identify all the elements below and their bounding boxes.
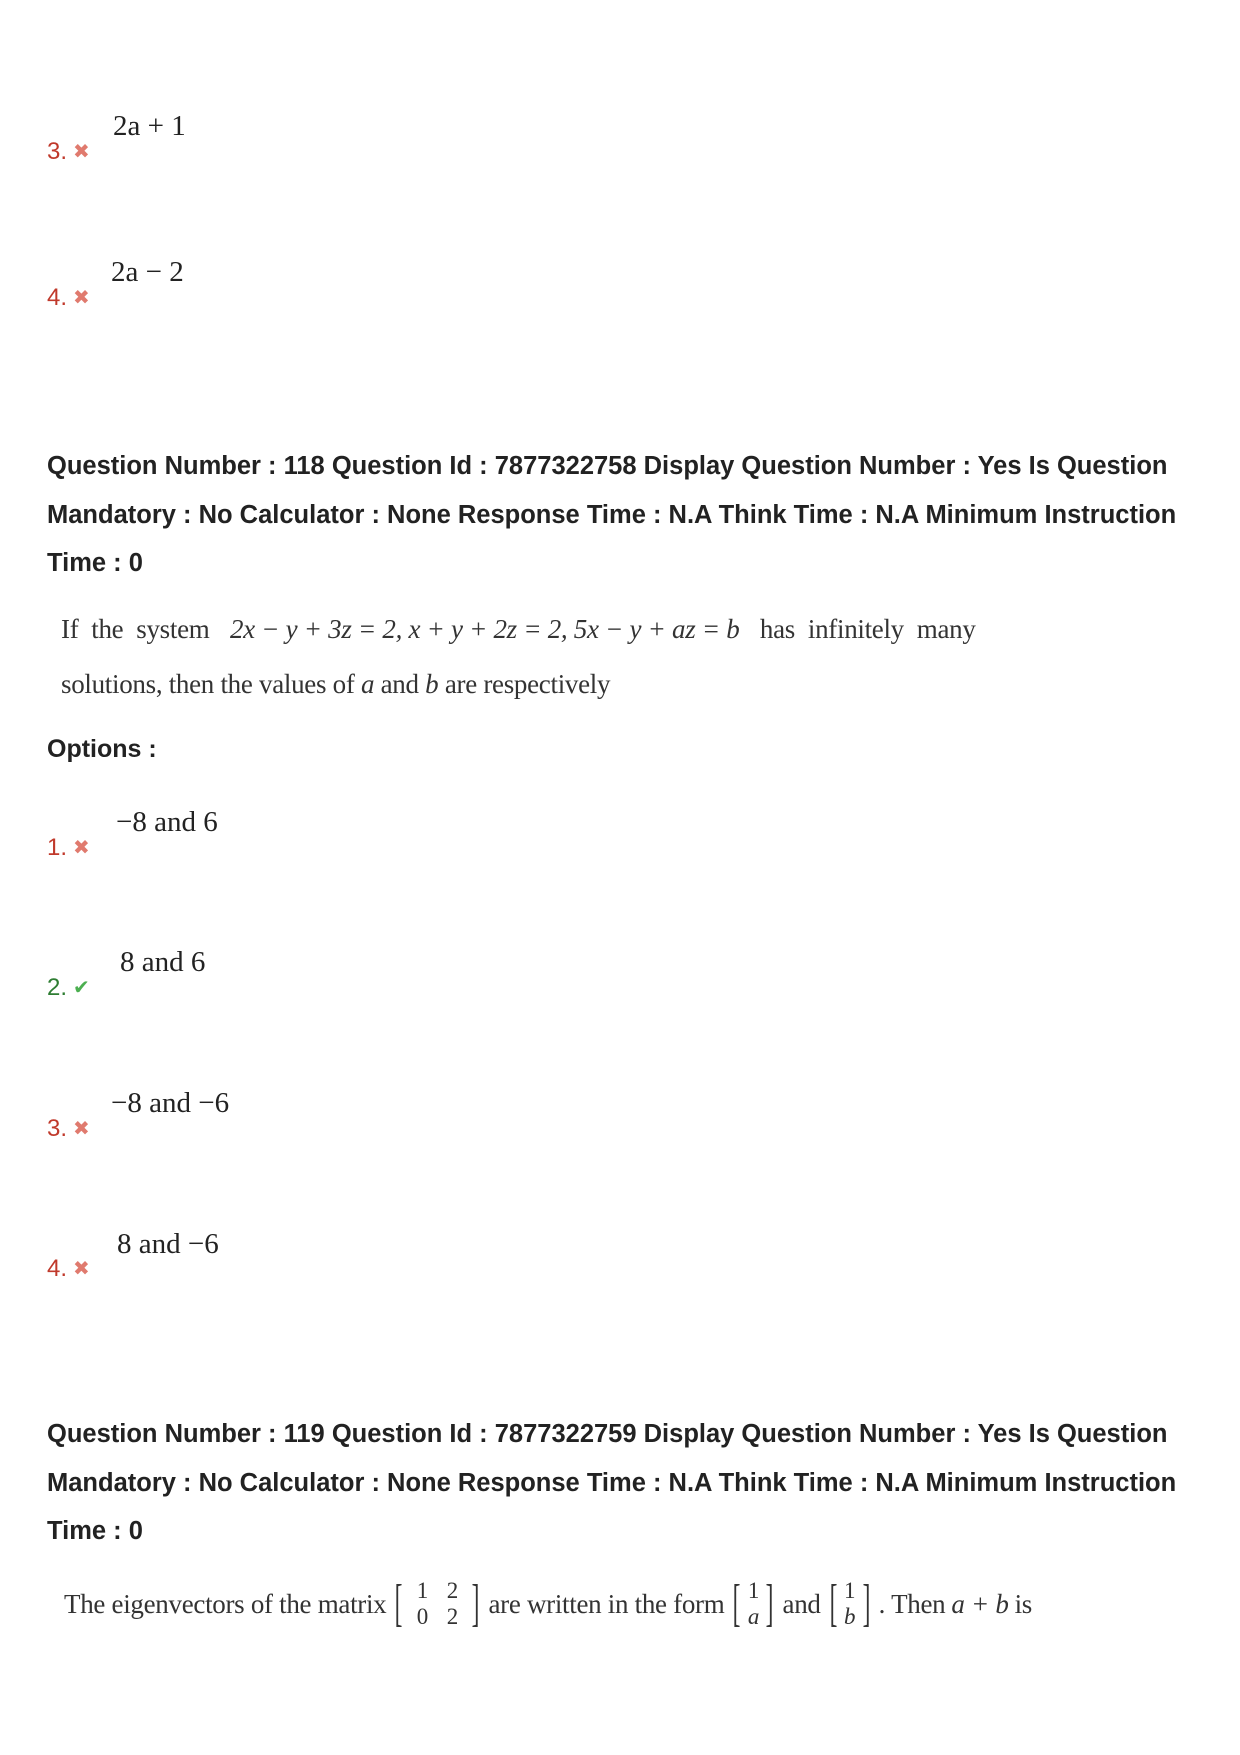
question-text-suffix: has infinitely many: [759, 614, 976, 644]
vector-cell: 1: [844, 1578, 856, 1603]
option-2-text: 8 and 6: [120, 946, 206, 978]
option-number: 4.: [47, 1255, 68, 1282]
question-text-part: and: [380, 669, 419, 699]
option-number: 1.: [47, 834, 68, 861]
cross-icon: ✖: [73, 141, 90, 163]
expression-a-plus-b: a + b: [951, 1588, 1009, 1619]
matrix-cell: 0: [416, 1604, 428, 1629]
option-number: 4.: [47, 284, 68, 311]
option-3-text: −8 and −6: [111, 1087, 230, 1119]
cross-icon: ✖: [73, 287, 90, 309]
option-4: [47, 1255, 90, 1283]
question-text-part: and: [782, 1588, 821, 1619]
question-text-part: are written in the form: [488, 1588, 725, 1619]
question-text-part: solutions, then the values of: [61, 669, 355, 699]
cross-icon: ✖: [73, 837, 90, 859]
matrix-cell: 2: [446, 1604, 458, 1629]
vector-entries: [842, 1578, 858, 1630]
matrix: [390, 1575, 484, 1632]
system-equations: 2x − y + 3z = 2, x + y + 2z = 2, 5x − y + az = b: [229, 614, 740, 644]
options-label: Options :: [47, 735, 157, 763]
vector-cell: b: [844, 1604, 856, 1629]
right-bracket: ]: [472, 1575, 480, 1632]
check-icon: ✔: [73, 977, 90, 999]
option-3: [47, 1115, 90, 1143]
option-number: 3.: [47, 1115, 68, 1142]
prev-option-3-text: 2a + 1: [113, 110, 186, 142]
matrix-entries: [407, 1578, 467, 1630]
variable-b: b: [425, 669, 439, 699]
prev-option-4-text: 2a − 2: [111, 256, 184, 288]
eigenvector-2: [825, 1575, 875, 1632]
question-text-part: The eigenvectors of the matrix: [64, 1588, 387, 1619]
option-4-text: 8 and −6: [117, 1228, 219, 1260]
prev-option-3: [47, 138, 90, 166]
variable-a: a: [360, 669, 375, 699]
eigenvector-1: [728, 1575, 778, 1632]
cross-icon: ✖: [73, 1118, 90, 1140]
left-bracket: [: [395, 1575, 403, 1632]
option-1-text: −8 and 6: [116, 806, 218, 838]
matrix-cell: 1: [416, 1578, 428, 1603]
right-bracket: ]: [862, 1575, 870, 1632]
question-text-part: is: [1014, 1588, 1033, 1619]
right-bracket: ]: [766, 1575, 774, 1632]
question-119-text: [64, 1575, 1033, 1632]
option-2: [47, 974, 90, 1002]
prev-option-4: [47, 284, 90, 312]
option-1: [47, 834, 90, 862]
left-bracket: [: [829, 1575, 837, 1632]
question-118-text-line-1: [61, 614, 976, 645]
option-number: 3.: [47, 138, 68, 165]
vector-cell: a: [747, 1604, 760, 1629]
vector-entries: [745, 1578, 761, 1630]
left-bracket: [: [733, 1575, 741, 1632]
cross-icon: ✖: [73, 1258, 90, 1280]
vector-cell: 1: [747, 1578, 760, 1603]
question-119-header: Question Number : 119 Question Id : 7877322759 Display Question Number : Yes Is Question Mandatory : No Calculator : None Response Time : N.A Think Time : N.A Minimum Instruction Time : 0: [47, 1420, 1177, 1545]
question-text-part: . Then: [878, 1588, 946, 1619]
matrix-cell: 2: [446, 1578, 458, 1603]
question-text-prefix: If the system: [61, 614, 210, 644]
question-118-header: Question Number : 118 Question Id : 7877322758 Display Question Number : Yes Is Question Mandatory : No Calculator : None Response Time : N.A Think Time : N.A Minimum Instruction Time : 0: [47, 452, 1177, 577]
question-text-part: are respectively: [444, 669, 611, 699]
question-118-text-line-2: [61, 669, 610, 700]
option-number: 2.: [47, 974, 68, 1001]
